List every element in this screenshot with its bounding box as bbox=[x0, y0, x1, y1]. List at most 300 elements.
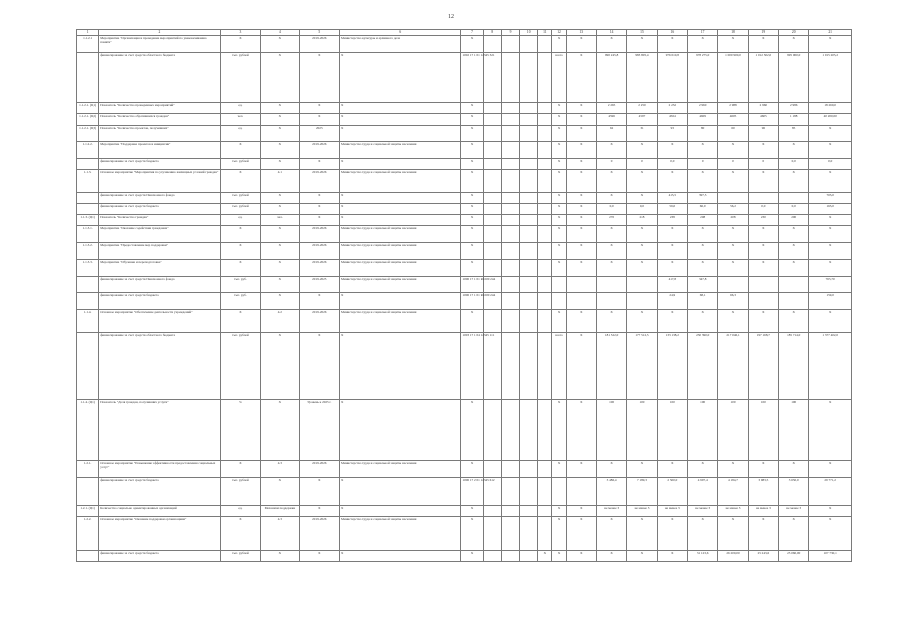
value-cell bbox=[520, 215, 538, 226]
value-cell: 100 bbox=[718, 399, 748, 461]
value-cell: Х bbox=[627, 310, 657, 332]
value-cell: Х bbox=[596, 517, 626, 551]
value-cell bbox=[483, 36, 501, 53]
value-cell bbox=[520, 293, 538, 310]
value-cell bbox=[538, 332, 552, 399]
value-cell: Х bbox=[596, 36, 626, 53]
executor-cell: Министерство труда и социальной защиты населения bbox=[340, 226, 461, 243]
value-cell: Х bbox=[809, 310, 852, 332]
value-cell: 60 bbox=[718, 125, 748, 142]
value-cell bbox=[520, 310, 538, 332]
link-cell: Х bbox=[261, 332, 299, 399]
period-cell: Х bbox=[299, 159, 339, 170]
title-cell: финансирование за счет средств Пенсионного фонда bbox=[99, 276, 220, 293]
value-cell: Х bbox=[779, 310, 809, 332]
link-cell: 4.1 bbox=[261, 170, 299, 192]
period-cell: 2019-2026 bbox=[299, 142, 339, 159]
value-cell: Х bbox=[566, 125, 596, 142]
value-cell: 68,1 bbox=[687, 293, 717, 310]
value-cell: 29 771,2 bbox=[809, 478, 852, 506]
value-cell: Х bbox=[627, 551, 657, 562]
value-cell: 1 377 402,0 bbox=[809, 332, 852, 399]
value-cell: Х bbox=[748, 142, 778, 159]
value-cell: Х bbox=[809, 243, 852, 260]
executor-cell: Х bbox=[340, 103, 461, 114]
period-cell: Х bbox=[299, 215, 339, 226]
value-cell: Х bbox=[627, 192, 657, 203]
value-cell bbox=[538, 226, 552, 243]
value-cell: 96 bbox=[748, 125, 778, 142]
value-cell bbox=[520, 259, 538, 276]
value-cell: Х bbox=[718, 243, 748, 260]
value-cell: Х bbox=[566, 226, 596, 243]
value-cell: не менее 3 bbox=[748, 506, 778, 517]
value-cell: 208 bbox=[718, 215, 748, 226]
code-cell: Х bbox=[461, 170, 483, 192]
value-cell: 100 bbox=[627, 399, 657, 461]
value-cell: Х bbox=[657, 170, 687, 192]
value-cell bbox=[538, 517, 552, 551]
column-number: 14 bbox=[596, 30, 626, 36]
value-cell: Х bbox=[657, 551, 687, 562]
value-cell: Х bbox=[596, 170, 626, 192]
code-cell: Х bbox=[461, 36, 483, 53]
value-cell: 0 bbox=[718, 159, 748, 170]
unit-cell: ед. bbox=[220, 125, 260, 142]
code-cell: Х bbox=[461, 142, 483, 159]
value-cell bbox=[483, 399, 501, 461]
value-cell bbox=[538, 52, 552, 102]
value-cell: Х bbox=[687, 226, 717, 243]
value-cell: 983 805,4 bbox=[627, 52, 657, 102]
value-cell: Х bbox=[566, 461, 596, 478]
unit-cell: тыс. руб. bbox=[220, 293, 260, 310]
value-cell bbox=[779, 293, 809, 310]
title-cell: финансирование за счет средств бюджета bbox=[99, 551, 220, 562]
table-row bbox=[77, 399, 852, 461]
value-cell: 3 983,5 bbox=[748, 478, 778, 506]
value-cell: Х bbox=[566, 170, 596, 192]
value-cell: Х bbox=[809, 506, 852, 517]
value-cell: Х bbox=[809, 399, 852, 461]
column-number: 7 bbox=[461, 30, 483, 36]
period-cell: Х bbox=[299, 203, 339, 214]
value-cell: 100 bbox=[657, 399, 687, 461]
value-cell: 230 bbox=[748, 215, 778, 226]
table-row bbox=[77, 506, 852, 517]
value-cell bbox=[501, 243, 519, 260]
value-cell: Х bbox=[596, 192, 626, 203]
link-cell: Х bbox=[261, 125, 299, 142]
table-row bbox=[77, 103, 852, 114]
value-cell: 7 189,3 bbox=[627, 478, 657, 506]
value-cell: Х bbox=[566, 159, 596, 170]
value-cell: Х bbox=[566, 103, 596, 114]
value-cell bbox=[483, 310, 501, 332]
table-row bbox=[77, 215, 852, 226]
value-cell: 2 250 bbox=[627, 103, 657, 114]
value-cell: 100 bbox=[748, 399, 778, 461]
value-cell: Х bbox=[552, 399, 566, 461]
value-cell: 26 200,00 bbox=[718, 551, 748, 562]
value-cell: Х bbox=[809, 125, 852, 142]
table-row bbox=[77, 551, 852, 562]
value-cell bbox=[520, 114, 538, 125]
value-cell: 0,0 bbox=[779, 203, 809, 214]
link-cell: 4.2 bbox=[261, 310, 299, 332]
column-number: 17 bbox=[687, 30, 717, 36]
value-cell: 4609 bbox=[687, 114, 717, 125]
value-cell: Х bbox=[627, 36, 657, 53]
value-cell bbox=[566, 276, 596, 293]
table-row bbox=[77, 52, 852, 102]
value-cell bbox=[483, 259, 501, 276]
value-cell: Х bbox=[687, 243, 717, 260]
value-cell bbox=[520, 506, 538, 517]
code-cell: Х bbox=[461, 461, 483, 478]
page-number: 12 bbox=[448, 14, 454, 20]
code-cell: Х bbox=[461, 114, 483, 125]
code-cell: 1003 17 1 04 12345 111 bbox=[461, 332, 483, 399]
table-row bbox=[77, 192, 852, 203]
value-cell bbox=[483, 243, 501, 260]
value-cell bbox=[520, 478, 538, 506]
value-cell: Х bbox=[657, 226, 687, 243]
value-cell: 40 200,00 bbox=[809, 114, 852, 125]
code-cell: Х bbox=[461, 226, 483, 243]
value-cell: Х bbox=[779, 142, 809, 159]
link-cell: Х bbox=[261, 243, 299, 260]
value-cell: 995 000,0 bbox=[779, 52, 809, 102]
value-cell: Х bbox=[552, 310, 566, 332]
value-cell: 85 bbox=[779, 125, 809, 142]
period-cell: 2019-2026 bbox=[299, 170, 339, 192]
value-cell: 4605 bbox=[718, 114, 748, 125]
unit-cell: Х bbox=[220, 243, 260, 260]
value-cell: всего bbox=[552, 52, 566, 102]
value-cell bbox=[538, 142, 552, 159]
value-cell bbox=[483, 52, 501, 102]
value-cell bbox=[538, 36, 552, 53]
value-cell: 703,0 bbox=[809, 192, 852, 203]
unit-cell: Х bbox=[220, 310, 260, 332]
value-cell: 0,0 bbox=[779, 159, 809, 170]
executor-cell: Министерство культуры и архивного дела bbox=[340, 36, 461, 53]
executor-cell: Х bbox=[340, 159, 461, 170]
value-cell: 25 060,00 bbox=[779, 551, 809, 562]
value-cell: Х bbox=[596, 226, 626, 243]
executor-cell: Х bbox=[340, 551, 461, 562]
value-cell: не менее 3 bbox=[596, 506, 626, 517]
value-cell: 66,3 bbox=[718, 293, 748, 310]
value-cell: Х bbox=[552, 215, 566, 226]
value-cell: 4596 bbox=[596, 114, 626, 125]
value-cell bbox=[538, 243, 552, 260]
title-cell: Количество социально ориентированных организаций bbox=[99, 506, 220, 517]
period-cell: Х bbox=[299, 192, 339, 203]
budget-table-sheet bbox=[76, 29, 852, 612]
unit-cell: Х bbox=[220, 517, 260, 551]
value-cell: Х bbox=[718, 226, 748, 243]
value-cell bbox=[520, 203, 538, 214]
row-number-cell bbox=[77, 203, 99, 214]
period-cell: 2019-2026 bbox=[299, 310, 339, 332]
value-cell: Х bbox=[566, 310, 596, 332]
value-cell: Х bbox=[718, 259, 748, 276]
value-cell: Х bbox=[748, 36, 778, 53]
value-cell bbox=[520, 399, 538, 461]
value-cell: Х bbox=[657, 259, 687, 276]
title-cell: Мероприятие "Обучение и переподготовка" bbox=[99, 259, 220, 276]
value-cell: всего bbox=[552, 332, 566, 399]
value-cell bbox=[627, 293, 657, 310]
value-cell: 181 522,0 bbox=[596, 332, 626, 399]
value-cell bbox=[501, 203, 519, 214]
executor-cell: Министерство труда и социальной защиты населения bbox=[340, 259, 461, 276]
code-cell: Х bbox=[461, 259, 483, 276]
column-number: 1 bbox=[77, 30, 99, 36]
value-cell: не менее 3 bbox=[687, 506, 717, 517]
executor-cell: Х bbox=[340, 332, 461, 399]
value-cell bbox=[718, 192, 748, 203]
value-cell: 0 bbox=[748, 159, 778, 170]
title-cell: Основное мероприятие "Повышение эффективности предоставления социальных услуг" bbox=[99, 461, 220, 478]
value-cell bbox=[520, 159, 538, 170]
value-cell: 2 988 bbox=[718, 103, 748, 114]
value-cell bbox=[483, 506, 501, 517]
value-cell bbox=[501, 551, 519, 562]
value-cell: Х bbox=[657, 310, 687, 332]
period-cell: Х bbox=[299, 114, 339, 125]
value-cell bbox=[483, 170, 501, 192]
value-cell: 31 bbox=[627, 125, 657, 142]
period-cell: Х bbox=[299, 103, 339, 114]
code-cell: 1006 17 1 01 R2200 244 bbox=[461, 276, 483, 293]
period-cell: Х bbox=[299, 332, 339, 399]
table-row bbox=[77, 125, 852, 142]
value-cell: Х bbox=[779, 243, 809, 260]
value-cell: Х bbox=[687, 142, 717, 159]
table-row bbox=[77, 517, 852, 551]
value-cell: 417,8 bbox=[657, 276, 687, 293]
value-cell: Х bbox=[748, 259, 778, 276]
value-cell: 3 650,0 bbox=[779, 478, 809, 506]
column-number: 12 bbox=[552, 30, 566, 36]
value-cell: Х bbox=[809, 142, 852, 159]
executor-cell: Министерство труда и социальной защиты населения bbox=[340, 310, 461, 332]
value-cell: 4 997,4 bbox=[687, 478, 717, 506]
value-cell: Х bbox=[566, 114, 596, 125]
code-cell: Х bbox=[461, 243, 483, 260]
value-cell bbox=[538, 125, 552, 142]
table-row bbox=[77, 159, 852, 170]
value-cell: Х bbox=[566, 52, 596, 102]
value-cell: 185 714,0 bbox=[779, 332, 809, 399]
value-cell: не менее 3 bbox=[779, 506, 809, 517]
executor-cell: Министерство труда и социальной защиты населения bbox=[340, 142, 461, 159]
column-number: 11 bbox=[538, 30, 552, 36]
link-cell: чел. bbox=[261, 215, 299, 226]
value-cell bbox=[538, 114, 552, 125]
executor-cell: Х bbox=[340, 478, 461, 506]
period-cell: 2019-2026 bbox=[299, 259, 339, 276]
link-cell: Х bbox=[261, 52, 299, 102]
value-cell: Х bbox=[657, 517, 687, 551]
value-cell: Х bbox=[809, 517, 852, 551]
value-cell: Х bbox=[566, 215, 596, 226]
value-cell bbox=[566, 293, 596, 310]
value-cell bbox=[520, 103, 538, 114]
value-cell: Х bbox=[566, 517, 596, 551]
value-cell bbox=[538, 103, 552, 114]
table-row bbox=[77, 142, 852, 159]
value-cell: 56,2 bbox=[718, 203, 748, 214]
value-cell bbox=[520, 192, 538, 203]
value-cell: Х bbox=[566, 243, 596, 260]
value-cell: Х bbox=[538, 551, 552, 562]
value-cell: 208 bbox=[687, 215, 717, 226]
value-cell bbox=[520, 461, 538, 478]
unit-cell: тыс. рублей bbox=[220, 478, 260, 506]
value-cell bbox=[627, 276, 657, 293]
value-cell bbox=[501, 142, 519, 159]
title-cell: финансирование за счет средств бюджета bbox=[99, 478, 220, 506]
title-cell: финансирование за счет средств Пенсионного фонда bbox=[99, 192, 220, 203]
table-row bbox=[77, 170, 852, 192]
value-cell: Х bbox=[552, 551, 566, 562]
value-cell: Х bbox=[718, 36, 748, 53]
value-cell: Х bbox=[552, 142, 566, 159]
table-row bbox=[77, 332, 852, 399]
value-cell: Х bbox=[657, 36, 687, 53]
unit-cell: тыс. рублей bbox=[220, 203, 260, 214]
title-cell: Основное мероприятие "Оказание поддержки организациям" bbox=[99, 517, 220, 551]
row-number-cell bbox=[77, 159, 99, 170]
value-cell: 270 bbox=[596, 215, 626, 226]
unit-cell: тыс. рублей bbox=[220, 551, 260, 562]
title-cell: Показатель "Доля граждан, получивших услуги" bbox=[99, 399, 220, 461]
code-cell: Х bbox=[461, 517, 483, 551]
code-cell: Х bbox=[461, 203, 483, 214]
value-cell: Х bbox=[627, 259, 657, 276]
column-number: 9 bbox=[501, 30, 519, 36]
unit-cell: тыс. руб. bbox=[220, 276, 260, 293]
value-cell bbox=[566, 478, 596, 506]
link-cell: Х bbox=[261, 399, 299, 461]
value-cell: Х bbox=[687, 461, 717, 478]
value-cell: 62 bbox=[596, 125, 626, 142]
value-cell bbox=[552, 276, 566, 293]
value-cell bbox=[501, 52, 519, 102]
value-cell bbox=[501, 192, 519, 203]
table-row bbox=[77, 114, 852, 125]
period-cell: 2019-2026 bbox=[299, 226, 339, 243]
link-cell: Х bbox=[261, 478, 299, 506]
value-cell bbox=[501, 310, 519, 332]
value-cell bbox=[779, 276, 809, 293]
value-cell: 0,0 bbox=[627, 203, 657, 214]
value-cell: 80 bbox=[687, 125, 717, 142]
period-cell: 2019-2025 bbox=[299, 276, 339, 293]
row-number-cell: 1.1.3.1. bbox=[77, 226, 99, 243]
unit-cell: тыс. рублей bbox=[220, 52, 260, 102]
value-cell: 4605 bbox=[748, 114, 778, 125]
value-cell: 56,0 bbox=[657, 203, 687, 214]
value-cell bbox=[483, 332, 501, 399]
value-cell: Х bbox=[627, 517, 657, 551]
value-cell: 4597 bbox=[627, 114, 657, 125]
title-cell: Мероприятие "Организация и проведение мероприятий по увековечиванию памяти" bbox=[99, 36, 220, 53]
code-cell: Х bbox=[461, 159, 483, 170]
value-cell bbox=[520, 276, 538, 293]
value-cell: Х bbox=[748, 226, 778, 243]
row-number-cell bbox=[77, 52, 99, 102]
title-cell: финансирование за счет средств бюджета bbox=[99, 159, 220, 170]
value-cell: не менее 3 bbox=[627, 506, 657, 517]
column-number: 8 bbox=[483, 30, 501, 36]
value-cell: Х bbox=[718, 310, 748, 332]
period-cell: 2025 bbox=[299, 125, 339, 142]
value-cell: Х bbox=[779, 461, 809, 478]
link-cell: Х bbox=[261, 259, 299, 276]
value-cell: Х bbox=[809, 259, 852, 276]
value-cell bbox=[538, 192, 552, 203]
value-cell: Х bbox=[687, 517, 717, 551]
value-cell: 976 010,8 bbox=[657, 52, 687, 102]
period-cell: Х bbox=[299, 478, 339, 506]
value-cell bbox=[718, 276, 748, 293]
link-cell: Х bbox=[261, 142, 299, 159]
link-cell: Х bbox=[261, 103, 299, 114]
value-cell: Х bbox=[779, 259, 809, 276]
value-cell: 0 bbox=[687, 159, 717, 170]
value-cell: 397,5 bbox=[687, 192, 717, 203]
link-cell: Х bbox=[261, 276, 299, 293]
value-cell bbox=[483, 215, 501, 226]
value-cell bbox=[501, 103, 519, 114]
unit-cell: тыс. рублей bbox=[220, 159, 260, 170]
row-number-cell bbox=[77, 551, 99, 562]
value-cell: Х bbox=[779, 517, 809, 551]
value-cell bbox=[501, 478, 519, 506]
code-cell: Х bbox=[461, 506, 483, 517]
value-cell: Х bbox=[596, 310, 626, 332]
column-number: 10 bbox=[520, 30, 538, 36]
executor-cell: Х bbox=[340, 506, 461, 517]
value-cell: Х bbox=[748, 243, 778, 260]
value-cell bbox=[501, 332, 519, 399]
value-cell: Х bbox=[552, 506, 566, 517]
value-cell bbox=[538, 159, 552, 170]
link-cell: Х bbox=[261, 226, 299, 243]
value-cell: 0 bbox=[596, 159, 626, 170]
value-cell bbox=[538, 203, 552, 214]
value-cell: Х bbox=[687, 259, 717, 276]
title-cell: Показатель "Количество граждан" bbox=[99, 215, 220, 226]
period-cell: 2019-2026 bbox=[299, 243, 339, 260]
value-cell: Х bbox=[552, 461, 566, 478]
value-cell bbox=[483, 551, 501, 562]
value-cell: Х bbox=[627, 243, 657, 260]
row-number-cell: 1.1.3. (Ц1) bbox=[77, 215, 99, 226]
period-cell: Х bbox=[299, 506, 339, 517]
value-cell: Х bbox=[566, 203, 596, 214]
value-cell bbox=[483, 226, 501, 243]
value-cell: 415,5 bbox=[657, 192, 687, 203]
title-cell: Основное мероприятие "Обеспечение деятельности учреждений" bbox=[99, 310, 220, 332]
value-cell bbox=[538, 478, 552, 506]
value-cell: 1 188 bbox=[779, 114, 809, 125]
